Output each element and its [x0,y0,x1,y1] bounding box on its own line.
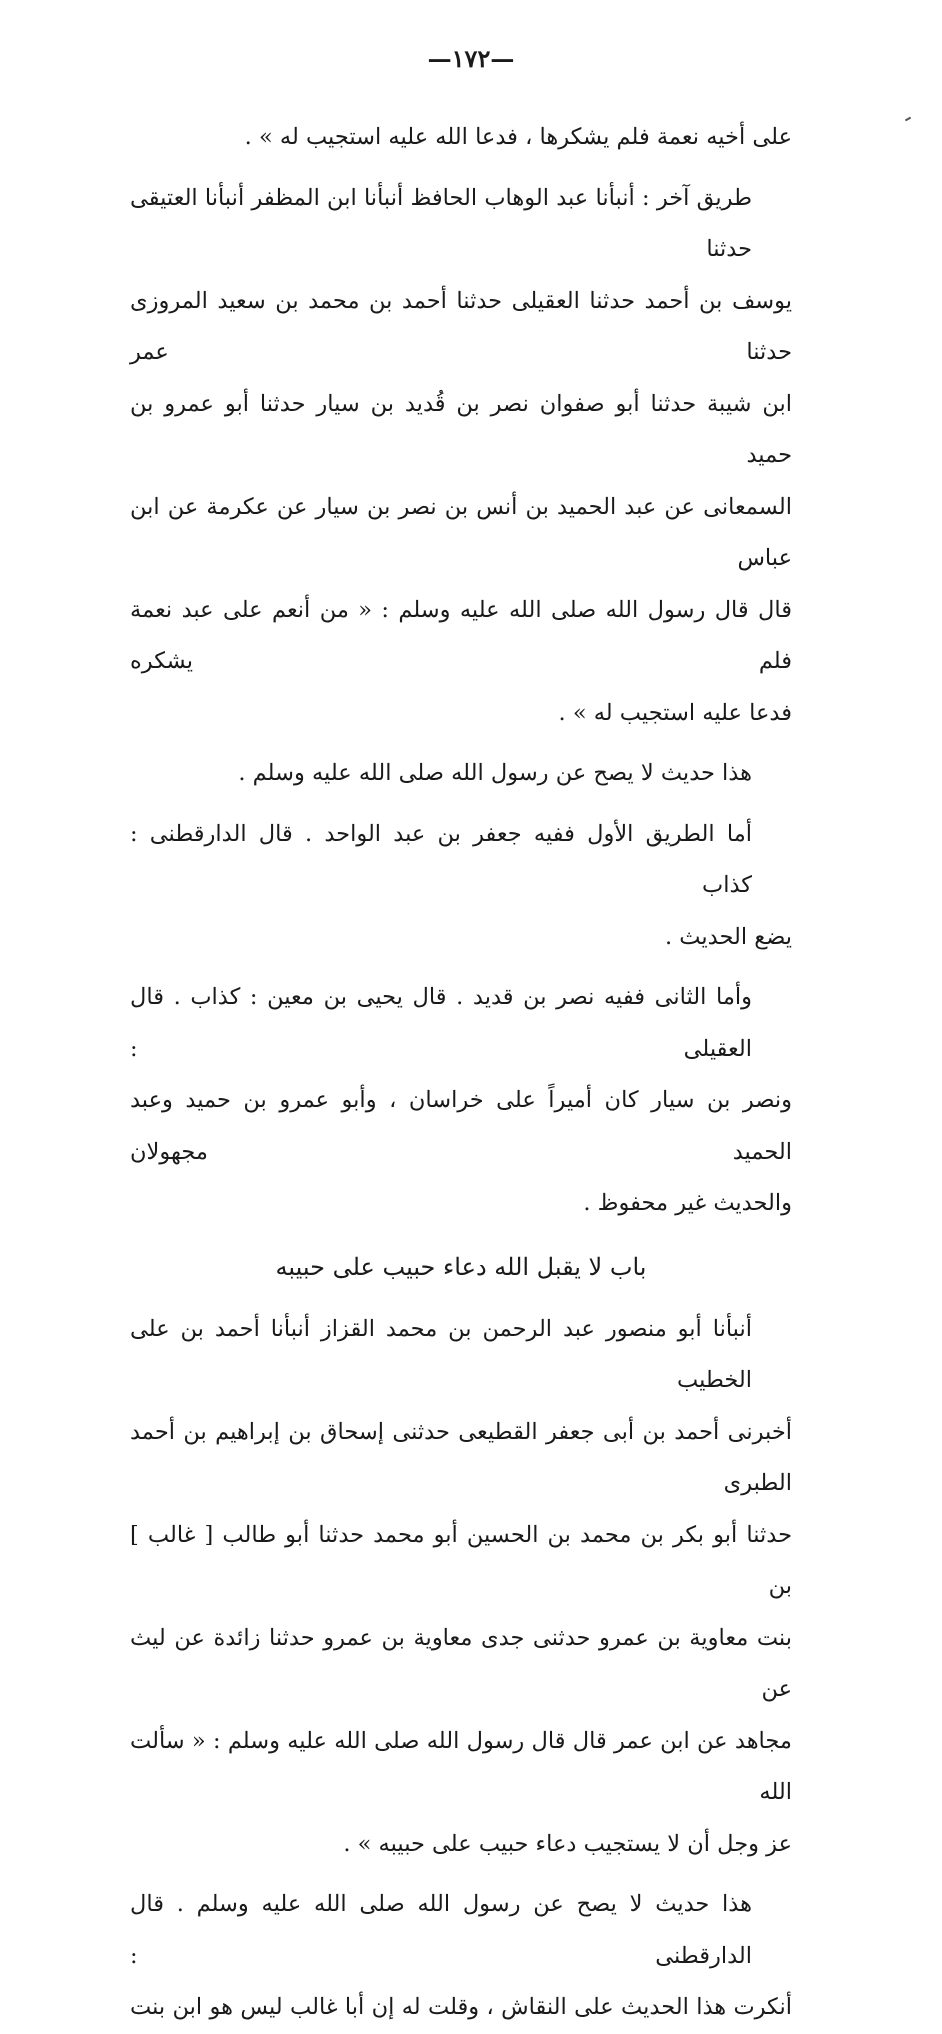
paragraph [130,748,792,800]
paragraph [130,112,792,164]
text-line: أما الطريق الأول ففيه جعفر بن عبد الواحد . قال الدارقطنى : كذاب [130,820,752,898]
paragraph [130,173,792,740]
margin-mark [905,117,911,122]
paragraph [130,1879,792,2034]
text-line: على أخيه نعمة فلم يشكرها ، فدعا الله عليه استجيب له » . [244,124,792,150]
text-line: عز وجل أن لا يستجيب دعاء حبيب على حبيبه » . [343,1830,792,1857]
text-line: فدعا عليه استجيب له » . [558,699,792,726]
text-line: والحديث غير محفوظ . [583,1190,792,1216]
text-line: أنبأنا أبو منصور عبد الرحمن بن محمد القزاز أنبأنا أحمد بن على الخطيب [130,1315,752,1393]
text-line: ابن شيبة حدثنا أبو صفوان نصر بن قُديد بن سيار حدثنا أبو عمرو بن حميد [130,390,792,468]
text-line: طريق آخر : أنبأنا عبد الوهاب الحافظ أنبأنا ابن المظفر أنبأنا العتيقى حدثنا [130,184,752,262]
text-line: بنت معاوية بن عمرو حدثنى جدى معاوية بن عمرو حدثنا زائدة عن ليث عن [130,1624,792,1702]
text-line: حدثنا أبو بكر بن محمد بن الحسين أبو محمد حدثنا أبو طالب [ غالب ] بن [130,1521,792,1599]
text-line: يضع الحديث . [664,923,792,950]
main-text [130,112,792,2034]
paragraph [130,972,792,1230]
text-line: وأما الثانى ففيه نصر بن قديد . قال يحيى بن معين : كذاب . قال العقيلى : [130,984,752,1062]
page-number: —١٧٢— [427,44,515,73]
paragraph [130,809,792,964]
text-line: مجاهد عن ابن عمر قال قال رسول الله صلى الله عليه وسلم : « سألت الله [130,1727,792,1805]
text-line: السمعانى عن عبد الحميد بن أنس بن نصر بن سيار عن عكرمة عن ابن عباس [130,493,792,571]
text-line: أخبرنى أحمد بن أبى جعفر القطيعى حدثنى إسحاق بن إبراهيم بن أحمد الطبرى [130,1418,792,1496]
text-line: هذا حديث لا يصح عن رسول الله صلى الله عليه وسلم . [238,760,752,786]
paragraph [130,1304,792,1871]
text-line: قال قال رسول الله صلى الله عليه وسلم : « من أنعم على عبد نعمة فلم يشكره [130,596,792,674]
text-line: ونصر بن سيار كان أميراً على خراسان ، وأبو عمرو بن حميد وعبد الحميد مجهولان [130,1087,792,1165]
text-line: يوسف بن أحمد حدثنا العقيلى حدثنا أحمد بن محمد بن سعيد المروزى حدثنا عمر [130,287,792,365]
chapter-heading: باب لا يقبل الله دعاء حبيب على حبيبه [275,1252,647,1281]
text-line: هذا حديث لا يصح عن رسول الله صلى الله عليه وسلم . قال الدارقطنى : [130,1891,752,1969]
text-line: أنكرت هذا الحديث على النقاش ، وقلت له إن أبا غالب ليس هو ابن بنت [130,1994,792,2020]
